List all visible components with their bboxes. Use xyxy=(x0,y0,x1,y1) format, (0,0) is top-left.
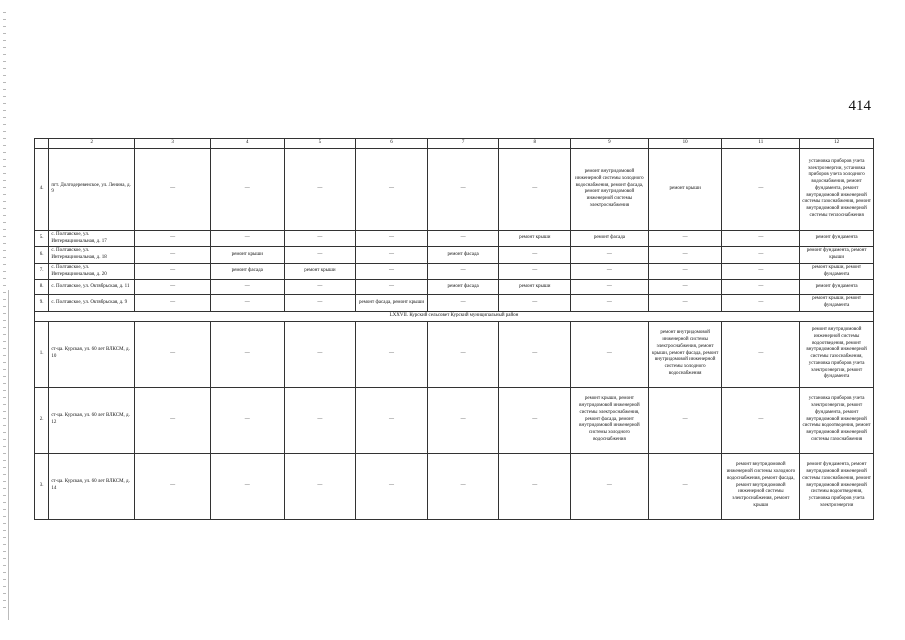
empty-cell: — xyxy=(499,263,571,280)
empty-cell: — xyxy=(499,295,571,312)
work-cell: ремонт крыши xyxy=(499,280,571,295)
empty-cell: — xyxy=(571,280,649,295)
row-number: 4. xyxy=(35,148,49,230)
address-cell: с. Полтавское, ул. Октябрьская, д. 9 xyxy=(49,295,135,312)
empty-cell: — xyxy=(648,453,722,519)
empty-cell: — xyxy=(427,148,499,230)
empty-cell: — xyxy=(499,321,571,387)
work-cell: ремонт внутридомовой инженерной системы водоотведения, ремонт внутридомовой инженерной системы газоснабжения, установка приборов учета электроэнергии, ремонт фундамента xyxy=(800,321,874,387)
empty-cell: — xyxy=(284,295,356,312)
empty-cell: — xyxy=(648,263,722,280)
empty-cell: — xyxy=(135,148,211,230)
address-cell: ст-ца. Курская, ул. 60 лет ВЛКСМ, д. 10 xyxy=(49,321,135,387)
empty-cell: — xyxy=(356,247,428,264)
empty-cell: — xyxy=(648,247,722,264)
empty-cell: — xyxy=(427,453,499,519)
work-cell: ремонт фундамента xyxy=(800,230,874,247)
work-cell: ремонт крыши, ремонт внутридомовой инженерной системы электроснабжения, ремонт фасада, ремонт внутридомовой инженерной системы холодного водоснабжения xyxy=(571,387,649,453)
empty-cell: — xyxy=(135,321,211,387)
table-row xyxy=(35,263,874,280)
empty-cell: — xyxy=(210,295,284,312)
column-number: 4 xyxy=(210,139,284,149)
table-row xyxy=(35,230,874,247)
empty-cell: — xyxy=(722,280,800,295)
empty-cell: — xyxy=(284,387,356,453)
empty-cell: — xyxy=(135,280,211,295)
row-number: 2. xyxy=(35,387,49,453)
work-cell: ремонт крыши, ремонт фундамента xyxy=(800,295,874,312)
address-cell: с. Полтавское, ул. Интернациональная, д. 18 xyxy=(49,247,135,264)
empty-cell: — xyxy=(356,387,428,453)
repair-schedule-table xyxy=(34,138,874,520)
row-number: 7. xyxy=(35,263,49,280)
address-cell: с. Полтавское, ул. Октябрьская, д. 11 xyxy=(49,280,135,295)
empty-cell: — xyxy=(722,295,800,312)
empty-cell: — xyxy=(427,295,499,312)
column-number: 6 xyxy=(356,139,428,149)
empty-cell: — xyxy=(356,280,428,295)
column-number: 9 xyxy=(571,139,649,149)
table-row xyxy=(35,453,874,519)
empty-cell: — xyxy=(571,295,649,312)
work-cell: ремонт крыши xyxy=(648,148,722,230)
row-number: 5. xyxy=(35,230,49,247)
work-cell: установка приборов учета электроэнергии, ремонт фундамента, ремонт внутридомовой инженерной системы водоотведения, ремонт внутридомовой инженерной системы газоснабжения xyxy=(800,387,874,453)
page-number: 414 xyxy=(848,98,871,114)
empty-cell: — xyxy=(284,321,356,387)
work-cell: ремонт фундамента xyxy=(800,280,874,295)
address-cell: с. Полтавское, ул. Интернациональная, д. 17 xyxy=(49,230,135,247)
address-cell: пгт. Долгодеревенское, ул. Ленина, д. 9 xyxy=(49,148,135,230)
empty-cell: — xyxy=(356,230,428,247)
row-number: 3. xyxy=(35,453,49,519)
address-cell: с. Полтавское, ул. Интернациональная, д. 20 xyxy=(49,263,135,280)
column-number: 3 xyxy=(135,139,211,149)
column-number: 7 xyxy=(427,139,499,149)
work-cell: ремонт крыши, ремонт фундамента xyxy=(800,263,874,280)
empty-cell: — xyxy=(356,453,428,519)
empty-cell: — xyxy=(722,247,800,264)
empty-cell: — xyxy=(135,295,211,312)
section-row xyxy=(35,311,874,321)
empty-cell: — xyxy=(284,280,356,295)
empty-cell: — xyxy=(135,247,211,264)
work-cell: ремонт фундамента, ремонт крыши xyxy=(800,247,874,264)
empty-cell: — xyxy=(499,247,571,264)
work-cell: ремонт фасада, ремонт крыши xyxy=(356,295,428,312)
empty-cell: — xyxy=(722,321,800,387)
empty-cell: — xyxy=(284,148,356,230)
empty-cell: — xyxy=(722,263,800,280)
row-number: 9. xyxy=(35,295,49,312)
empty-cell: — xyxy=(648,295,722,312)
table-row xyxy=(35,148,874,230)
empty-cell: — xyxy=(135,263,211,280)
column-number: 10 xyxy=(648,139,722,149)
margin-ticks xyxy=(3,12,6,612)
empty-cell: — xyxy=(210,453,284,519)
work-cell: ремонт фасада xyxy=(571,230,649,247)
section-title: LXXVII. Курский сельсовет Курский муниципальный район xyxy=(35,311,874,321)
empty-cell: — xyxy=(571,263,649,280)
table-row xyxy=(35,295,874,312)
address-cell: ст-ца. Курская, ул. 60 лет ВЛКСМ, д. 12 xyxy=(49,387,135,453)
empty-cell: — xyxy=(427,387,499,453)
empty-cell: — xyxy=(571,321,649,387)
work-cell: ремонт крыши xyxy=(284,263,356,280)
empty-cell: — xyxy=(284,247,356,264)
empty-cell: — xyxy=(427,230,499,247)
work-cell: ремонт внутридомовой инженерной системы электроснабжения, ремонт крыши, ремонт фасада, ремонт внутридомовой инженерной системы холодного водоснабжения xyxy=(648,321,722,387)
margin-line xyxy=(8,290,9,620)
column-number: 8 xyxy=(499,139,571,149)
empty-cell: — xyxy=(356,263,428,280)
empty-cell: — xyxy=(648,387,722,453)
work-cell: ремонт фасада xyxy=(427,247,499,264)
address-cell: ст-ца. Курская, ул. 60 лет ВЛКСМ, д. 14 xyxy=(49,453,135,519)
work-cell: установка приборов учета электроэнергии, установка приборов учета холодного водоснабжения, ремонт фундамента, ремонт внутридомовой инженерной системы газоснабжения, ремонт внутридомовой инженерной системы теплоснабжения xyxy=(800,148,874,230)
work-cell: ремонт фундамента, ремонт внутридомовой инженерной системы газоснабжения, ремонт внутридомовой инженерной системы водоотведения, установка приборов учета электроэнергии xyxy=(800,453,874,519)
empty-cell: — xyxy=(210,280,284,295)
row-number: 6. xyxy=(35,247,49,264)
empty-cell: — xyxy=(499,148,571,230)
empty-cell: — xyxy=(284,230,356,247)
empty-cell: — xyxy=(284,453,356,519)
row-number: 1. xyxy=(35,321,49,387)
empty-cell: — xyxy=(648,230,722,247)
header-row xyxy=(35,139,874,149)
column-number: 11 xyxy=(722,139,800,149)
column-number xyxy=(35,139,49,149)
empty-cell: — xyxy=(135,453,211,519)
empty-cell: — xyxy=(210,230,284,247)
table-row xyxy=(35,247,874,264)
empty-cell: — xyxy=(135,387,211,453)
empty-cell: — xyxy=(210,321,284,387)
column-number: 5 xyxy=(284,139,356,149)
work-cell: ремонт крыши xyxy=(499,230,571,247)
table-row xyxy=(35,321,874,387)
empty-cell: — xyxy=(648,280,722,295)
empty-cell: — xyxy=(210,387,284,453)
empty-cell: — xyxy=(722,148,800,230)
column-number: 12 xyxy=(800,139,874,149)
empty-cell: — xyxy=(722,230,800,247)
empty-cell: — xyxy=(499,387,571,453)
empty-cell: — xyxy=(427,321,499,387)
table-row xyxy=(35,387,874,453)
work-cell: ремонт внутридомовой инженерной системы холодного водоснабжения, ремонт фасада, ремонт внутридомовой инженерной системы электроснабжения xyxy=(571,148,649,230)
column-number: 2 xyxy=(49,139,135,149)
empty-cell: — xyxy=(135,230,211,247)
empty-cell: — xyxy=(356,148,428,230)
table-row xyxy=(35,280,874,295)
work-cell: ремонт крыши xyxy=(210,247,284,264)
work-cell: ремонт фасада xyxy=(210,263,284,280)
row-number: 8. xyxy=(35,280,49,295)
empty-cell: — xyxy=(356,321,428,387)
empty-cell: — xyxy=(571,247,649,264)
empty-cell: — xyxy=(571,453,649,519)
work-cell: ремонт внутридомовой инженерной системы холодного водоснабжения, ремонт фасада, ремонт внутридомовой инженерной системы электроснабжения, ремонт крыши xyxy=(722,453,800,519)
work-cell: ремонт фасада xyxy=(427,280,499,295)
empty-cell: — xyxy=(427,263,499,280)
empty-cell: — xyxy=(722,387,800,453)
empty-cell: — xyxy=(499,453,571,519)
empty-cell: — xyxy=(210,148,284,230)
